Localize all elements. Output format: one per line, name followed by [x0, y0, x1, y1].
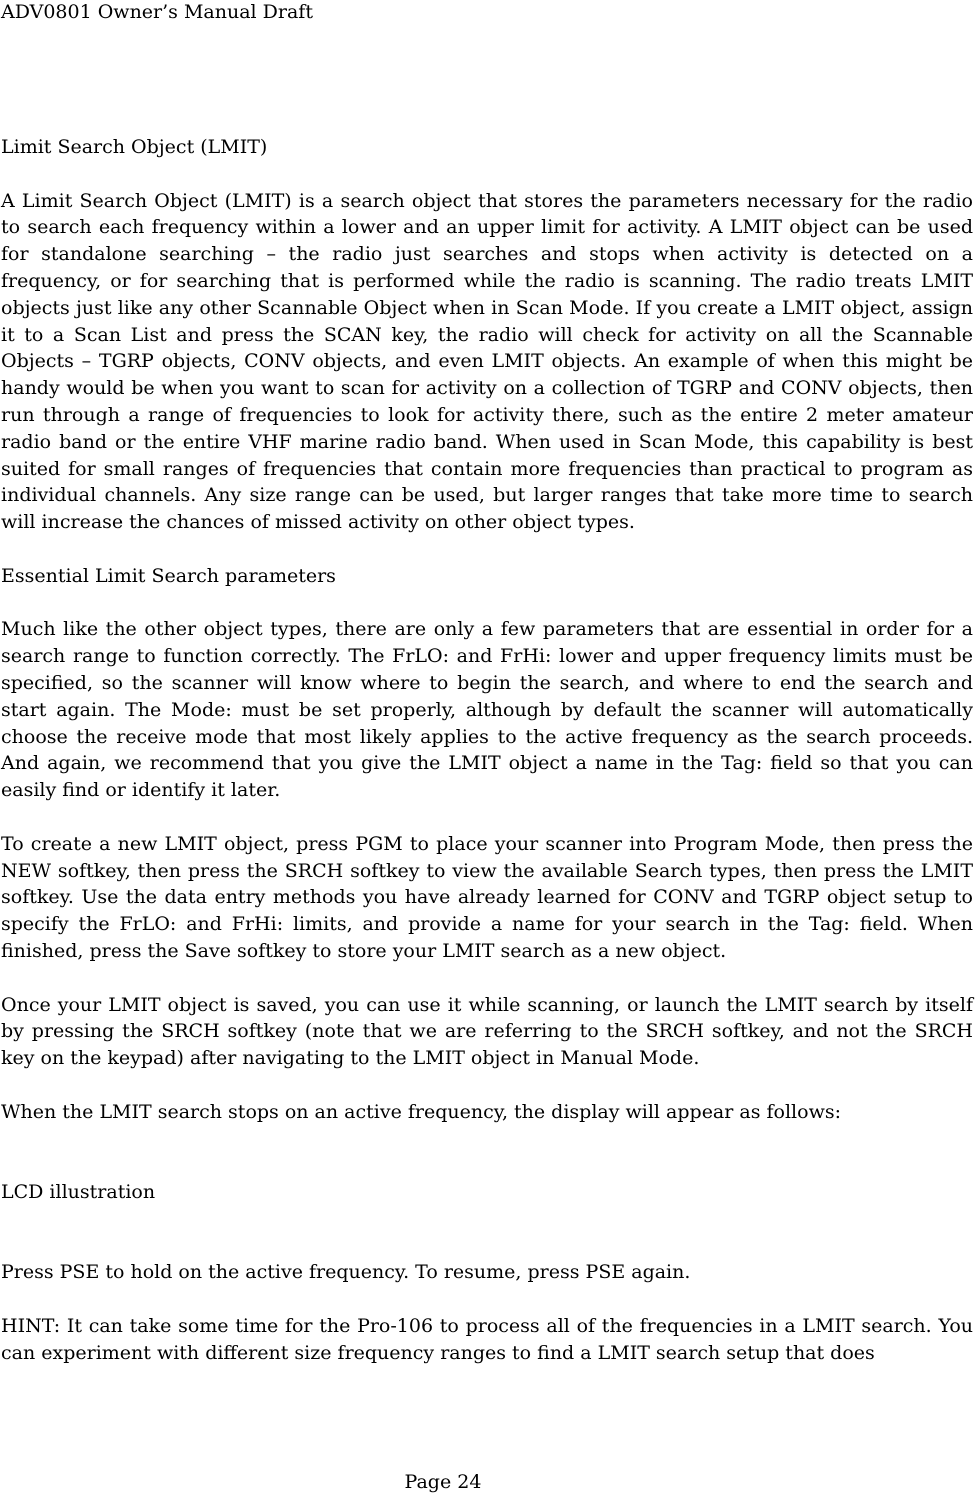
paragraph-pse: Press PSE to hold on the active frequency. To resume, press PSE again.: [1, 1261, 691, 1284]
paragraph-lmit-intro: A Limit Search Object (LMIT) is a search object that stores the parameters necessary for the radio to search each frequency within a lower and an upper limit for activity. A LMIT object can be used for standalone searching – the radio just searches and stops when activity is detected on a frequency, or for searching that is performed while the radio is scanning. The radio treats LMIT objects just like any other Scannable Object when in Scan Mode. If you create a LMIT object, assign it to a Scan List and press the SCAN key, the radio will check for activity on all the Scannable Objects – TGRP objects, CONV objects, and even LMIT objects. An example of when this might be handy would be when you want to scan for activity on a collection of TGRP and CONV objects, then run through a range of frequencies to look for activity there, such as the entire 2 meter amateur radio band or the entire VHF marine radio band. When used in Scan Mode, this capability is best suited for small ranges of frequencies that contain more frequencies than practical to program as individual channels. Any size range can be used, but larger ranges that take more time to search will increase the chances of missed activity on other object types.: [1, 189, 973, 534]
paragraph-parameters: Much like the other object types, there are only a few parameters that are essential in order for a search range to function correctly. The FrLO: and FrHi: lower and upper frequency limits must be specified, so the scanner will know where to begin the search, and where to end the search and start again. The Mode: must be set properly, although by default the scanner will automatically choose the receive mode that most likely applies to the active frequency as the search proceeds. And again, we recommend that you give the LMIT object a name in the Tag: field so that you can easily find or identify it later.: [1, 618, 973, 802]
manual-page-content: [1, 134, 973, 1367]
paragraph-display: When the LMIT search stops on an active frequency, the display will appear as follows:: [1, 1100, 841, 1123]
paragraph-create-lmit: To create a new LMIT object, press PGM to place your scanner into Program Mode, then press the NEW softkey, then press the SRCH softkey to view the available Search types, then press the LMIT softkey. Use the data entry methods you have already learned for CONV and TGRP object setup to specify the FrLO: and FrHi: limits, and provide a name for your search in the Tag: field. When finished, press the Save softkey to store your LMIT search as a new object.: [1, 832, 973, 962]
paragraph-hint: HINT: It can take some time for the Pro-106 to process all of the frequencies in a LMIT search. You can experiment with different size frequency ranges to find a LMIT search setup that does: [1, 1315, 973, 1364]
page-number: Page 24: [404, 1471, 482, 1493]
section-heading-lmit: Limit Search Object (LMIT): [1, 136, 268, 158]
page-header-title: ADV0801 Owner’s Manual Draft: [1, 1, 313, 23]
section-heading-parameters: Essential Limit Search parameters: [1, 564, 336, 587]
paragraph-saved-lmit: Once your LMIT object is saved, you can use it while scanning, or launch the LMIT search by itself by pressing the SRCH softkey (note that we are referring to the SRCH softkey, and not the SRCH key on the keypad) after navigating to the LMIT object in Manual Mode.: [1, 993, 973, 1070]
lcd-illustration-caption: LCD illustration: [1, 1181, 156, 1204]
